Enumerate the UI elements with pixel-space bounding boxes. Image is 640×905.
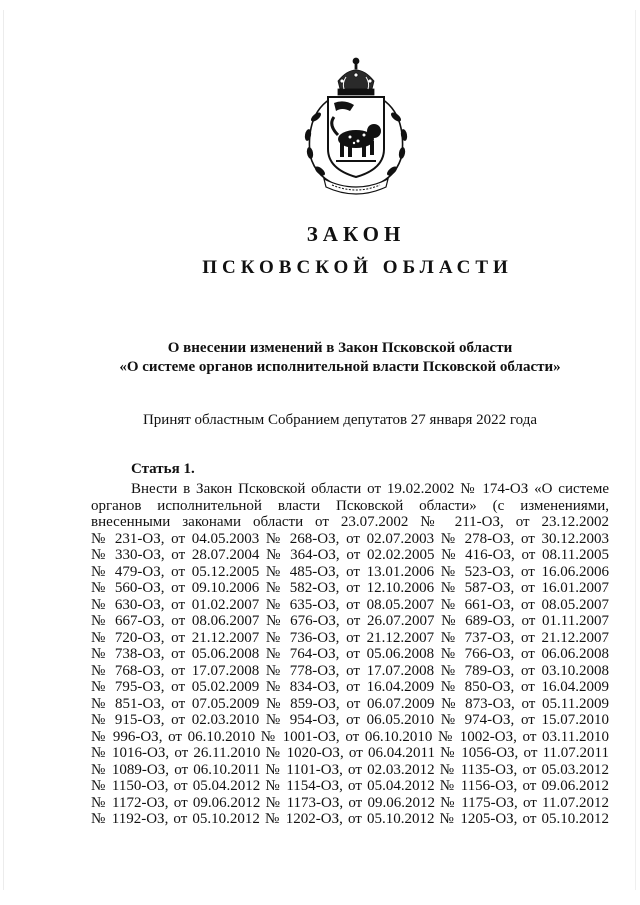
article-line: № 479-ОЗ, от 05.12.2005 № 485-ОЗ, от 13.01.2006 № 523-ОЗ, от 16.06.2006 xyxy=(91,563,609,580)
scan-edge-left xyxy=(3,10,4,890)
article-line: № 330-ОЗ, от 28.07.2004 № 364-ОЗ, от 02.02.2005 № 416-ОЗ, от 08.11.2005 xyxy=(91,547,609,563)
article-line: № 795-ОЗ, от 05.02.2009 № 834-ОЗ, от 16.04.2009 № 850-ОЗ, от 16.04.2009 xyxy=(91,679,609,695)
article-line: внесенными законами области от 23.07.2002 № 211-ОЗ, от 23.12.2002 xyxy=(91,514,609,530)
article-line: № 915-ОЗ, от 02.03.2010 № 954-ОЗ, от 06.05.2010 № 974-ОЗ, от 15.07.2010 xyxy=(91,712,609,728)
article-line: № 231-ОЗ, от 04.05.2003 № 268-ОЗ, от 02.07.2003 № 278-ОЗ, от 30.12.2003 xyxy=(91,530,609,547)
scan-edge-right xyxy=(635,10,636,890)
adoption-note: Принят областным Собранием депутатов 27 января 2022 года xyxy=(142,412,538,428)
article-line: № 1016-ОЗ, от 26.11.2010 № 1020-ОЗ, от 06.04.2011 № 1056-ОЗ, от 11.07.2011 xyxy=(91,745,609,761)
law-region: ПСКОВСКОЙ ОБЛАСТИ xyxy=(202,257,513,278)
article-heading: Статья 1. xyxy=(131,461,195,477)
law-title: ЗАКОН xyxy=(306,222,406,246)
article-line: № 996-ОЗ, от 06.10.2010 № 1001-ОЗ, от 06.10.2010 № 1002-ОЗ, от 03.11.2010 xyxy=(91,728,609,745)
article-line: № 667-ОЗ, от 08.06.2007 № 676-ОЗ, от 26.07.2007 № 689-ОЗ, от 01.11.2007 xyxy=(91,613,609,629)
article-line: № 1192-ОЗ, от 05.10.2012 № 1202-ОЗ, от 05.10.2012 № 1205-ОЗ, от 05.10.2012 xyxy=(91,811,609,827)
subject-line-1: О внесении изменений в Закон Псковской области xyxy=(167,340,513,356)
article-line: № 768-ОЗ, от 17.07.2008 № 778-ОЗ, от 17.07.2008 № 789-ОЗ, от 03.10.2008 xyxy=(91,662,609,679)
article-line: № 720-ОЗ, от 21.12.2007 № 736-ОЗ, от 21.12.2007 № 737-ОЗ, от 21.12.2007 xyxy=(91,629,609,646)
coat-of-arms-icon xyxy=(294,55,418,197)
article-line: органов исполнительной власти Псковской области» (с изменениями, xyxy=(91,497,609,514)
article-line: № 1172-ОЗ, от 09.06.2012 № 1173-ОЗ, от 09.06.2012 № 1175-ОЗ, от 11.07.2012 xyxy=(91,794,609,811)
subject-line-2: «О системе органов исполнительной власти Псковской области» xyxy=(119,359,561,375)
article-line: № 630-ОЗ, от 01.02.2007 № 635-ОЗ, от 08.05.2007 № 661-ОЗ, от 08.05.2007 xyxy=(91,596,609,613)
article-line: № 1089-ОЗ, от 06.10.2011 № 1101-ОЗ, от 02.03.2012 № 1135-ОЗ, от 05.03.2012 xyxy=(91,761,609,778)
article-body xyxy=(91,481,609,828)
article-line: Внести в Закон Псковской области от 19.02.2002 № 174-ОЗ «О системе xyxy=(131,481,609,497)
article-line: № 560-ОЗ, от 09.10.2006 № 582-ОЗ, от 12.10.2006 № 587-ОЗ, от 16.01.2007 xyxy=(91,580,609,596)
article-line: № 1150-ОЗ, от 05.04.2012 № 1154-ОЗ, от 05.04.2012 № 1156-ОЗ, от 09.06.2012 xyxy=(91,778,609,794)
article-line: № 738-ОЗ, от 05.06.2008 № 764-ОЗ, от 05.06.2008 № 766-ОЗ, от 06.06.2008 xyxy=(91,646,609,662)
article-line: № 851-ОЗ, от 07.05.2009 № 859-ОЗ, от 06.07.2009 № 873-ОЗ, от 05.11.2009 xyxy=(91,695,609,712)
